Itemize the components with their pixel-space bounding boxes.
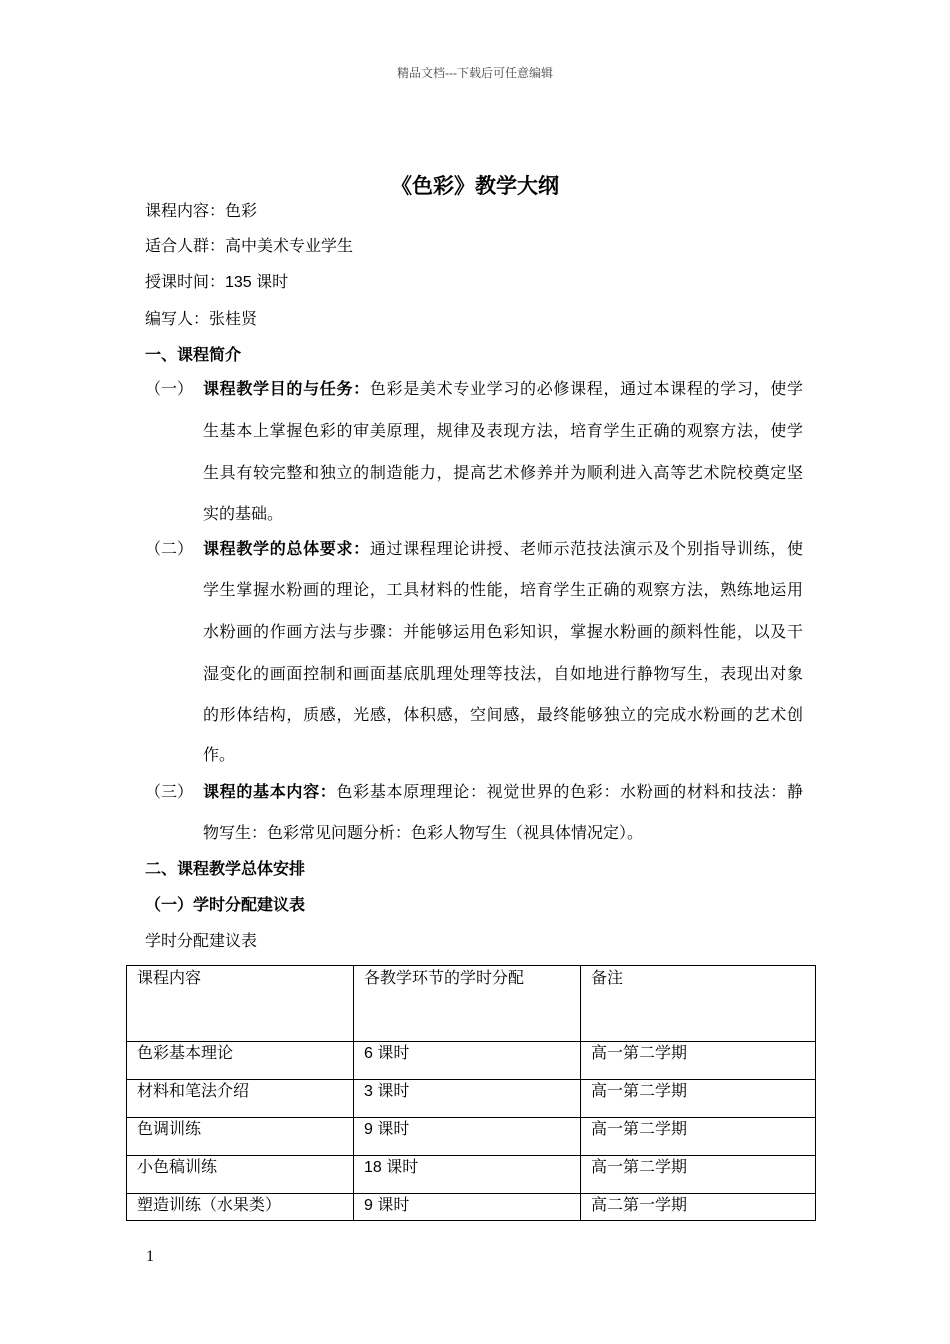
table-cell: 高一第二学期 <box>581 1042 816 1080</box>
paragraph-line <box>203 379 803 401</box>
item-label: 课程教学的总体要求： <box>203 541 370 558</box>
document-title: 《色彩》教学大纲 <box>391 175 559 198</box>
paragraph-line <box>203 782 803 804</box>
item-first-line-text: 色彩基本原理理论：视觉世界的色彩：水粉画的材料和技法：静 <box>336 784 803 801</box>
paragraph-line: 生具有较完整和独立的制造能力，提高艺术修养并为顺利进入高等艺术院校奠定坚 <box>203 465 803 482</box>
section-heading-overall-arrangement: 二、课程教学总体安排 <box>145 861 306 878</box>
meta-audience: 适合人群：高中美术专业学生 <box>145 238 354 255</box>
paragraph-line <box>203 539 803 561</box>
table-cell: 18 课时 <box>354 1156 581 1194</box>
item-label: 课程教学目的与任务： <box>203 381 370 398</box>
table-row <box>127 1156 816 1194</box>
table-cell: 材料和笔法介绍 <box>127 1080 354 1118</box>
table-cell: 小色稿训练 <box>127 1156 354 1194</box>
item-marker: （三） <box>145 784 194 801</box>
meta-teaching-hours: 授课时间：135 课时 <box>145 274 289 291</box>
table-cell: 高一第二学期 <box>581 1118 816 1156</box>
table-row <box>127 1080 816 1118</box>
table-header-cell: 备注 <box>581 966 816 1042</box>
table-row <box>127 1194 816 1221</box>
page-number: 1 <box>146 1248 154 1265</box>
table-row <box>127 1118 816 1156</box>
table-cell: 高一第二学期 <box>581 1080 816 1118</box>
table-cell: 高一第二学期 <box>581 1156 816 1194</box>
meta-course-content: 课程内容：色彩 <box>145 203 258 220</box>
meta-author: 编写人：张桂贤 <box>145 311 258 328</box>
table-header-cell: 课程内容 <box>127 966 354 1042</box>
paragraph-line: 作。 <box>203 747 236 764</box>
page-header-watermark: 精品文档---下载后可任意编辑 <box>397 66 553 80</box>
item-first-line-text: 色彩是美术专业学习的必修课程，通过本课程的学习，使学 <box>369 381 803 398</box>
table-cell: 塑造训练（水果类） <box>127 1194 354 1221</box>
table-header-cell: 各教学环节的学时分配 <box>354 966 581 1042</box>
paragraph-line: 生基本上掌握色彩的审美原理，规律及表现方法，培育学生正确的观察方法，使学 <box>203 423 803 440</box>
hours-allocation-table <box>126 965 816 1221</box>
item-label: 课程的基本内容： <box>203 784 337 801</box>
paragraph-line: 物写生：色彩常见问题分析：色彩人物写生（视具体情况定）。 <box>203 825 644 842</box>
table-cell: 3 课时 <box>354 1080 581 1118</box>
paragraph-line: 水粉画的作画方法与步骤：并能够运用色彩知识，掌握水粉画的颜料性能，以及干 <box>203 624 803 641</box>
table-cell: 色彩基本理论 <box>127 1042 354 1080</box>
table-cell: 9 课时 <box>354 1118 581 1156</box>
paragraph-line: 的形体结构，质感，光感，体积感，空间感，最终能够独立的完成水粉画的艺术创 <box>203 707 803 724</box>
table-caption: 学时分配建议表 <box>145 933 258 950</box>
table-row <box>127 1042 816 1080</box>
item-marker: （二） <box>145 541 194 558</box>
paragraph-line: 实的基础。 <box>203 506 284 523</box>
table-cell: 6 课时 <box>354 1042 581 1080</box>
item-first-line-text: 通过课程理论讲授、老师示范技法演示及个别指导训练，使 <box>369 541 803 558</box>
section-heading-course-intro: 一、课程简介 <box>145 347 242 364</box>
subsection-heading-hours-allocation: （一）学时分配建议表 <box>145 897 306 914</box>
table-cell: 高二第一学期 <box>581 1194 816 1221</box>
table-cell: 色调训练 <box>127 1118 354 1156</box>
paragraph-line: 学生掌握水粉画的理论，工具材料的性能，培育学生正确的观察方法，熟练地运用 <box>203 582 803 599</box>
paragraph-line: 湿变化的画面控制和画面基底肌理处理等技法，自如地进行静物写生，表现出对象 <box>203 666 803 683</box>
table-cell: 9 课时 <box>354 1194 581 1221</box>
item-marker: （一） <box>145 381 194 398</box>
table-header-row <box>127 966 816 1042</box>
